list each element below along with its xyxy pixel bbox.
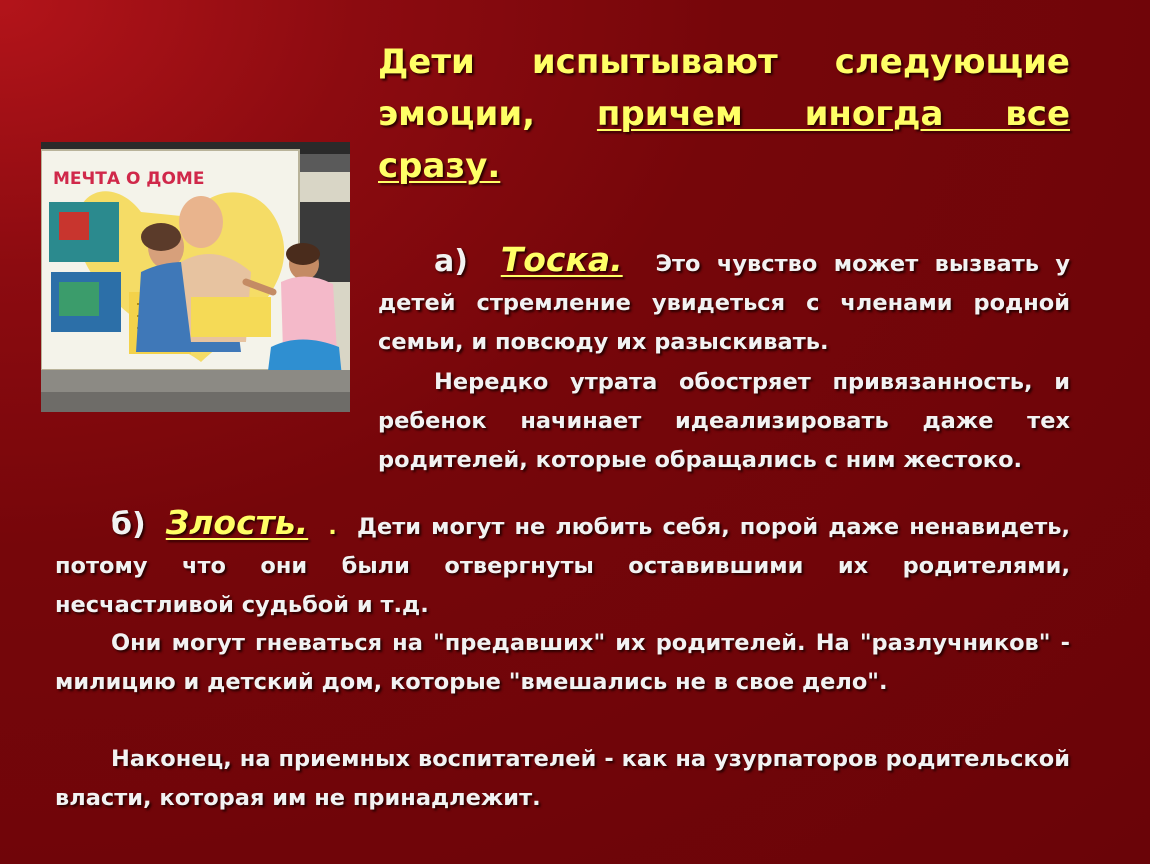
poster-illustration [41,142,350,412]
title-emphasis: причем иногда все [596,94,1070,134]
title-line-3: сразу. [378,146,501,186]
poster-caption: МЕЧТА О ДОМЕ [53,169,205,189]
section-a-marker: а) [434,244,468,279]
section-b-marker: б) [111,507,146,542]
title-line-1: Дети испытывают следующие [378,42,1070,82]
section-b-text-3: Наконец, на приемных воспитателей - как на узурпаторов родительской власти, которая им не принадлежит. [55,746,1070,811]
section-b-paragraph-1 [55,503,1070,625]
title-line-2-part1: эмоции, [378,94,536,134]
section-a-text-1: Это чувство может вызвать у детей стремление увидеться с членами родной семьи, и повсюду их разыскивать. [378,251,1071,355]
section-a-text-2: Нередко утрата обостряет привязанность, и ребенок начинает идеализировать даже тех родителей, которые обращались с ним жестоко. [378,369,1070,473]
poster-photo [41,142,350,412]
section-b-text-1: Дети могут не любить себя, порой даже ненавидеть, потому что они были отвергнуты оставившими их родителями, несчастливой судьбой и т.д. [55,514,1071,618]
section-b-paragraph-2 [55,624,1070,702]
section-a-term: Тоска. [500,240,623,279]
section-b-text-2: Они могут гневаться на "предавших" их родителей. На "разлучников" - милицию и детский дом, которые "вмешались не в свое дело". [55,630,1070,695]
section-b-paragraph-3 [55,740,1070,818]
section-a-paragraph-1 [378,240,1070,362]
title-line-2 [378,88,1070,140]
section-b-dot: . [328,514,337,540]
section-b-term: Злость. [165,503,309,542]
slide-title [378,36,1070,192]
section-a-paragraph-2 [378,363,1070,480]
